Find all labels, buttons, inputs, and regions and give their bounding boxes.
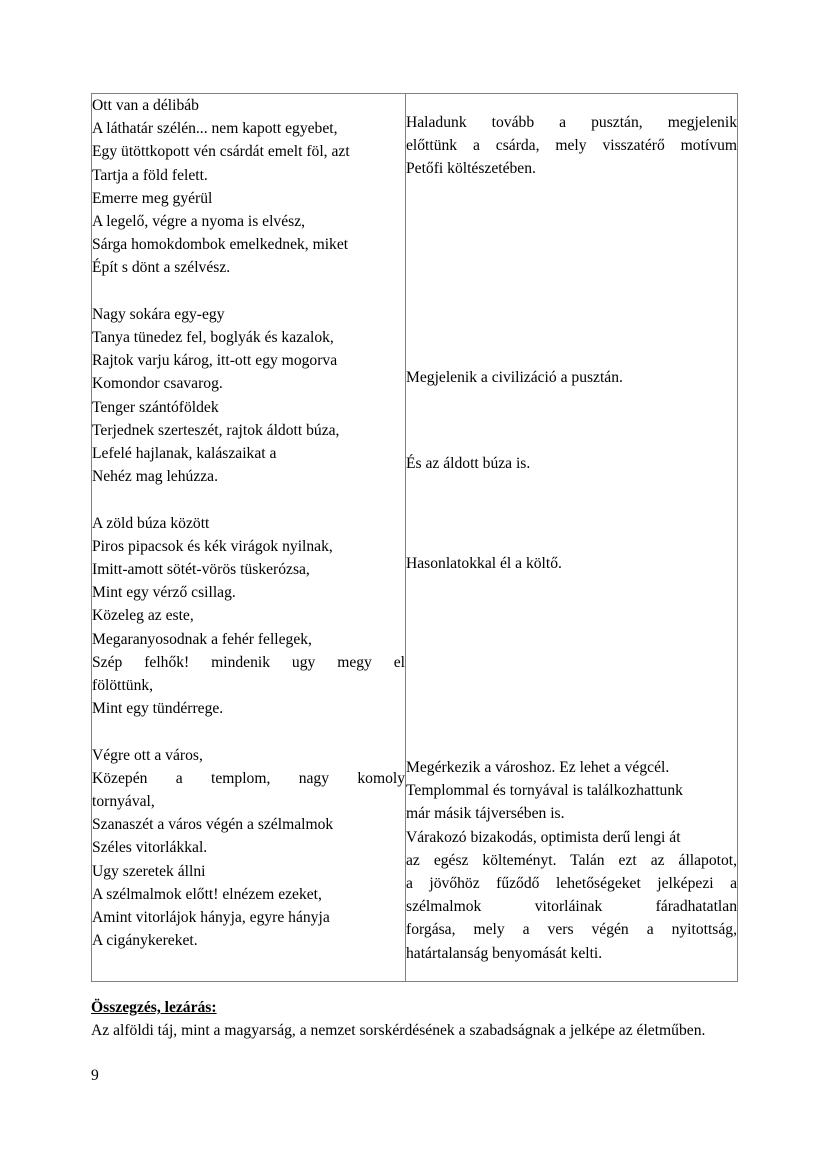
note-line: az egész költeményt. Talán ezt az állapotot, (406, 851, 737, 869)
summary-body: Az alföldi táj, mint a magyarság, a nemzet sorskérdésének a szabadságnak a jelképe az életműben. (91, 1022, 706, 1040)
poem-text (92, 94, 405, 952)
poem-column-cell (92, 94, 406, 982)
poem-line: Egy ütöttkopott vén csárdát emelt föl, azt (92, 143, 350, 161)
note-line: Haladunk tovább a pusztán, megjelenik (406, 114, 737, 131)
note-line: Megérkezik a városhoz. Ez lehet a végcél. (406, 759, 670, 776)
note-line: Petőfi költészetében. (406, 160, 536, 178)
poem-line: Közeleg az este, (92, 607, 194, 625)
poem-line: A legelő, végre a nyoma is elvész, (92, 213, 306, 231)
notes-text (406, 94, 737, 981)
poem-line: Tartja a föld felett. (92, 166, 208, 184)
poem-line: A láthatár szélén... nem kapott egyebet, (92, 120, 338, 138)
poem-line: Végre ott a város, (92, 746, 203, 764)
poem-line: Szép felhők! mindenik ugy megy el (92, 653, 405, 671)
note-line: Hasonlatokkal él a költő. (406, 555, 562, 572)
note-line: Templommal és tornyával is találkozhattunk (406, 782, 683, 800)
poem-line: Nagy sokára egy-egy (92, 305, 225, 323)
poem-stanza-2 (92, 303, 405, 489)
poem-analysis-table (91, 93, 738, 982)
poem-line: Nehéz mag lehúzza. (92, 468, 218, 486)
note-line: forgása, mely a vers végén a nyitottság, (406, 921, 737, 939)
note-line: És az áldott búza is. (406, 455, 531, 472)
poem-line: A szélmalmok előtt! elnézem ezeket, (92, 885, 322, 903)
poem-line: Rajtok varju károg, itt-ott egy mogorva (92, 352, 338, 370)
poem-line: Tenger szántóföldek (92, 398, 219, 416)
poem-stanza-1 (92, 94, 405, 280)
note-hasonlat (406, 552, 737, 575)
poem-line: fölöttünk, (92, 677, 154, 695)
poem-line: Komondor csavarog. (92, 375, 223, 393)
summary-section (91, 996, 737, 1088)
poem-line: Lefelé hajlanak, kalászaikat a (92, 445, 277, 463)
note-line: határtalanság benyomását kelti. (406, 944, 603, 962)
poem-line: Közepén a templom, nagy komoly (92, 769, 405, 787)
page-content (91, 93, 737, 1088)
poem-line: Mint egy tündérrege. (92, 700, 224, 718)
poem-line: Mint egy vérző csillag. (92, 584, 236, 602)
poem-line: Épít s dönt a szélvész. (92, 259, 231, 277)
poem-stanza-3 (92, 512, 405, 721)
poem-line: Amint vitorlájok hányja, egyre hányja (92, 909, 330, 927)
poem-line: Széles vitorlákkal. (92, 839, 208, 857)
table-row (92, 94, 738, 982)
poem-line: A zöld búza között (92, 514, 210, 532)
poem-line: Szanaszét a város végén a szélmalmok (92, 816, 334, 834)
poem-line: Megaranyosodnak a fehér fellegek, (92, 630, 312, 648)
poem-line: Terjednek szerteszét, rajtok áldott búza, (92, 421, 340, 439)
summary-heading: Összegzés, lezárás: (91, 999, 217, 1016)
page-number: 9 (91, 1067, 99, 1085)
poem-line: Imitt-amott sötét-vörös tüskerózsa, (92, 561, 310, 579)
poem-line: A cigánykereket. (92, 932, 198, 950)
note-varos (406, 756, 737, 965)
note-line: szélmalmok vitorláinak fáradhatatlan (406, 898, 737, 916)
note-line: a jövőhöz fűződő lehetőségeket jelképezi a (406, 875, 737, 893)
note-buza (406, 452, 737, 475)
poem-line: Ott van a délibáb (92, 97, 199, 114)
poem-line: Tanya tünedez fel, boglyák és kazalok, (92, 329, 334, 347)
note-line: már másik tájversében is. (406, 805, 565, 823)
note-civilizacio (406, 366, 737, 389)
note-csarda (406, 111, 737, 181)
poem-line: tornyával, (92, 793, 155, 811)
note-line: Várakozó bizakodás, optimista derű lengi át (406, 828, 681, 846)
note-line: Megjelenik a civilizáció a pusztán. (406, 369, 623, 386)
poem-line: Ugy szeretek állni (92, 862, 206, 880)
poem-line: Sárga homokdombok emelkednek, miket (92, 236, 349, 254)
poem-stanza-4 (92, 744, 405, 953)
poem-line: Piros pipacsok és kék virágok nyilnak, (92, 537, 333, 555)
notes-column-cell (406, 94, 738, 982)
poem-line: Emerre meg gyérül (92, 189, 213, 207)
note-line: előttünk a csárda, mely visszatérő motívum (406, 137, 737, 155)
